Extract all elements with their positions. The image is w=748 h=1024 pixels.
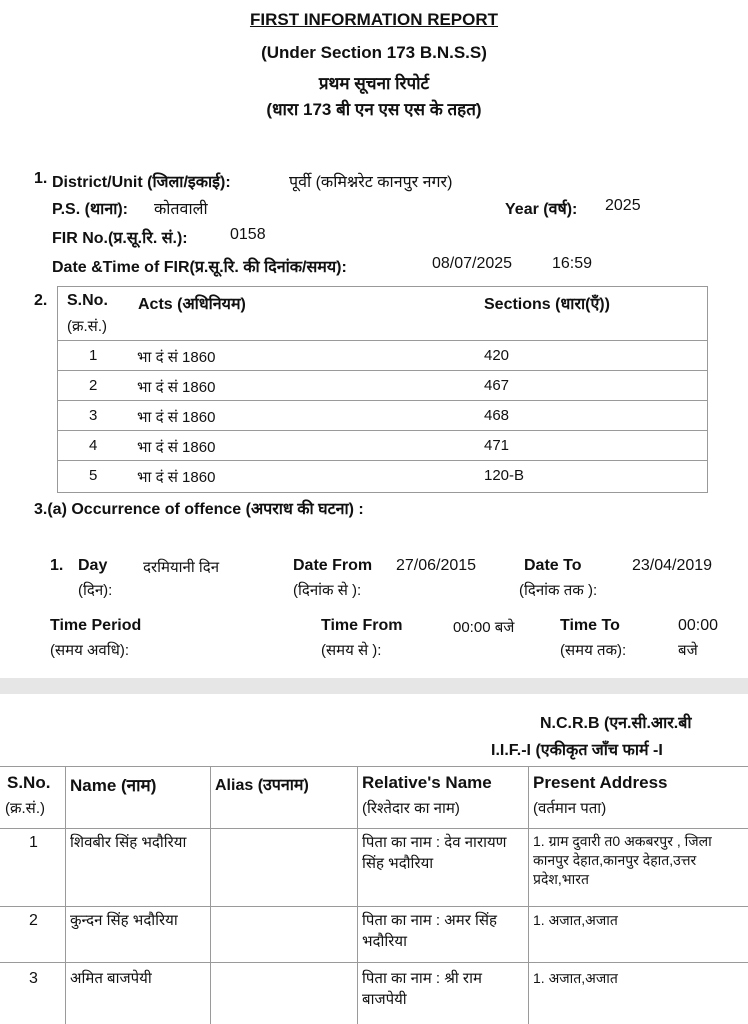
ncrb-heading: N.C.R.B (एन.सी.आर.बी <box>540 715 692 732</box>
report-subtitle-hindi: (धारा 173 बी एन एस एस के तहत) <box>266 100 482 119</box>
section1-number: 1. <box>34 170 48 187</box>
accused-name: शिवबीर सिंह भदौरिया <box>70 834 187 851</box>
day-value: दरमियानी दिन <box>143 559 220 576</box>
acts-header-sno: S.No. <box>67 292 108 309</box>
fir-no-value: 0158 <box>230 226 266 243</box>
act-sno: 4 <box>89 437 98 454</box>
time-from-label: Time From <box>321 617 403 634</box>
time-to-suffix: बजे <box>678 642 698 659</box>
day-label: Day <box>78 557 108 574</box>
date-from-label: Date From <box>293 557 373 574</box>
district-value: पूर्वी (कमिश्नरेट कानपुर नगर) <box>289 174 453 191</box>
iif-heading: I.I.F.-I (एकीकृत जाँच फार्म -I <box>491 742 663 759</box>
date-from-label-hindi: (दिनांक से ): <box>293 582 362 599</box>
time-from-label-hindi: (समय से ): <box>321 642 382 659</box>
date-to-label: Date To <box>524 557 582 574</box>
act-section: 420 <box>484 347 510 364</box>
accused-name: अमित बाजपेयी <box>70 970 152 987</box>
accused-address: 1. अजात,अजात <box>533 970 618 986</box>
district-label: District/Unit (जिला/इकाई): <box>52 174 231 191</box>
accused-header-relative-hindi: (रिश्तेदार का नाम) <box>362 800 460 817</box>
fir-date-value: 08/07/2025 <box>432 255 513 272</box>
report-subtitle: (Under Section 173 B.N.S.S) <box>261 43 487 62</box>
time-to-label: Time To <box>560 617 620 634</box>
accused-header-sno-hindi: (क्र.सं.) <box>5 800 45 817</box>
act-name: भा दं सं 1860 <box>137 469 216 486</box>
accused-header-address-hindi: (वर्तमान पता) <box>533 800 607 817</box>
act-sno: 2 <box>89 377 98 394</box>
accused-address: 1. अजात,अजात <box>533 912 618 928</box>
ps-value: कोतवाली <box>154 201 208 218</box>
accused-header-relative: Relative's Name <box>362 773 492 792</box>
acts-header-acts: Acts (अधिनियम) <box>138 296 246 313</box>
day-number: 1. <box>50 557 64 574</box>
date-to-label-hindi: (दिनांक तक ): <box>519 582 598 599</box>
act-section: 468 <box>484 407 510 424</box>
acts-header-sno-hindi: (क्र.सं.) <box>67 318 107 335</box>
accused-sno: 1 <box>29 834 38 851</box>
report-title-hindi: प्रथम सूचना रिपोर्ट <box>318 74 430 93</box>
page-divider <box>0 678 748 694</box>
accused-sno: 3 <box>29 970 38 987</box>
act-section: 467 <box>484 377 510 394</box>
ps-label: P.S. (थाना): <box>52 201 128 218</box>
act-sno: 3 <box>89 407 98 424</box>
date-to-value: 23/04/2019 <box>632 557 713 574</box>
accused-header-sno: S.No. <box>7 773 51 792</box>
act-name: भा दं सं 1860 <box>137 379 216 396</box>
day-label-hindi: (दिन): <box>78 582 113 599</box>
section3-heading: 3.(a) Occurrence of offence (अपराध की घटना) : <box>34 501 364 518</box>
section2-number: 2. <box>34 292 48 309</box>
fir-time-value: 16:59 <box>552 255 593 272</box>
time-period-label-hindi: (समय अवधि): <box>50 642 130 659</box>
date-from-value: 27/06/2015 <box>396 557 477 574</box>
time-period-label: Time Period <box>50 617 142 634</box>
report-title: FIRST INFORMATION REPORT <box>249 10 499 29</box>
accused-relative: पिता का नाम : श्री राम बाजपेयी <box>362 970 482 1008</box>
time-from-value: 00:00 बजे <box>453 619 515 636</box>
fir-datetime-label: Date &Time of FIR(प्र.सू.रि. की दिनांक/समय): <box>52 259 347 276</box>
time-to-value: 00:00 <box>678 617 719 634</box>
accused-header-address: Present Address <box>533 773 668 792</box>
accused-relative: पिता का नाम : देव नारायण सिंह भदौरिया <box>362 834 507 872</box>
accused-relative: पिता का नाम : अमर सिंह भदौरिया <box>362 912 497 950</box>
time-to-label-hindi: (समय तक): <box>560 642 627 659</box>
accused-sno: 2 <box>29 912 38 929</box>
act-section: 471 <box>484 437 510 454</box>
year-value: 2025 <box>605 197 641 214</box>
accused-name: कुन्दन सिंह भदौरिया <box>70 912 178 929</box>
acts-header-sections: Sections (धारा(एँ)) <box>484 296 610 313</box>
act-name: भा दं सं 1860 <box>137 409 216 426</box>
act-name: भा दं सं 1860 <box>137 439 216 456</box>
accused-header-alias: Alias (उपनाम) <box>215 777 309 794</box>
act-sno: 5 <box>89 467 98 484</box>
act-sno: 1 <box>89 347 98 364</box>
accused-address: 1. ग्राम दुवारी त0 अकबरपुर , जिला कानपुर देहात,कानपुर देहात,उत्तर प्रदेश,भारत <box>533 833 712 887</box>
act-name: भा दं सं 1860 <box>137 349 216 366</box>
act-section: 120-B <box>484 467 525 484</box>
accused-header-name: Name (नाम) <box>70 776 157 795</box>
fir-no-label: FIR No.(प्र.सू.रि. सं.): <box>52 230 188 247</box>
year-label: Year (वर्ष): <box>505 201 578 218</box>
